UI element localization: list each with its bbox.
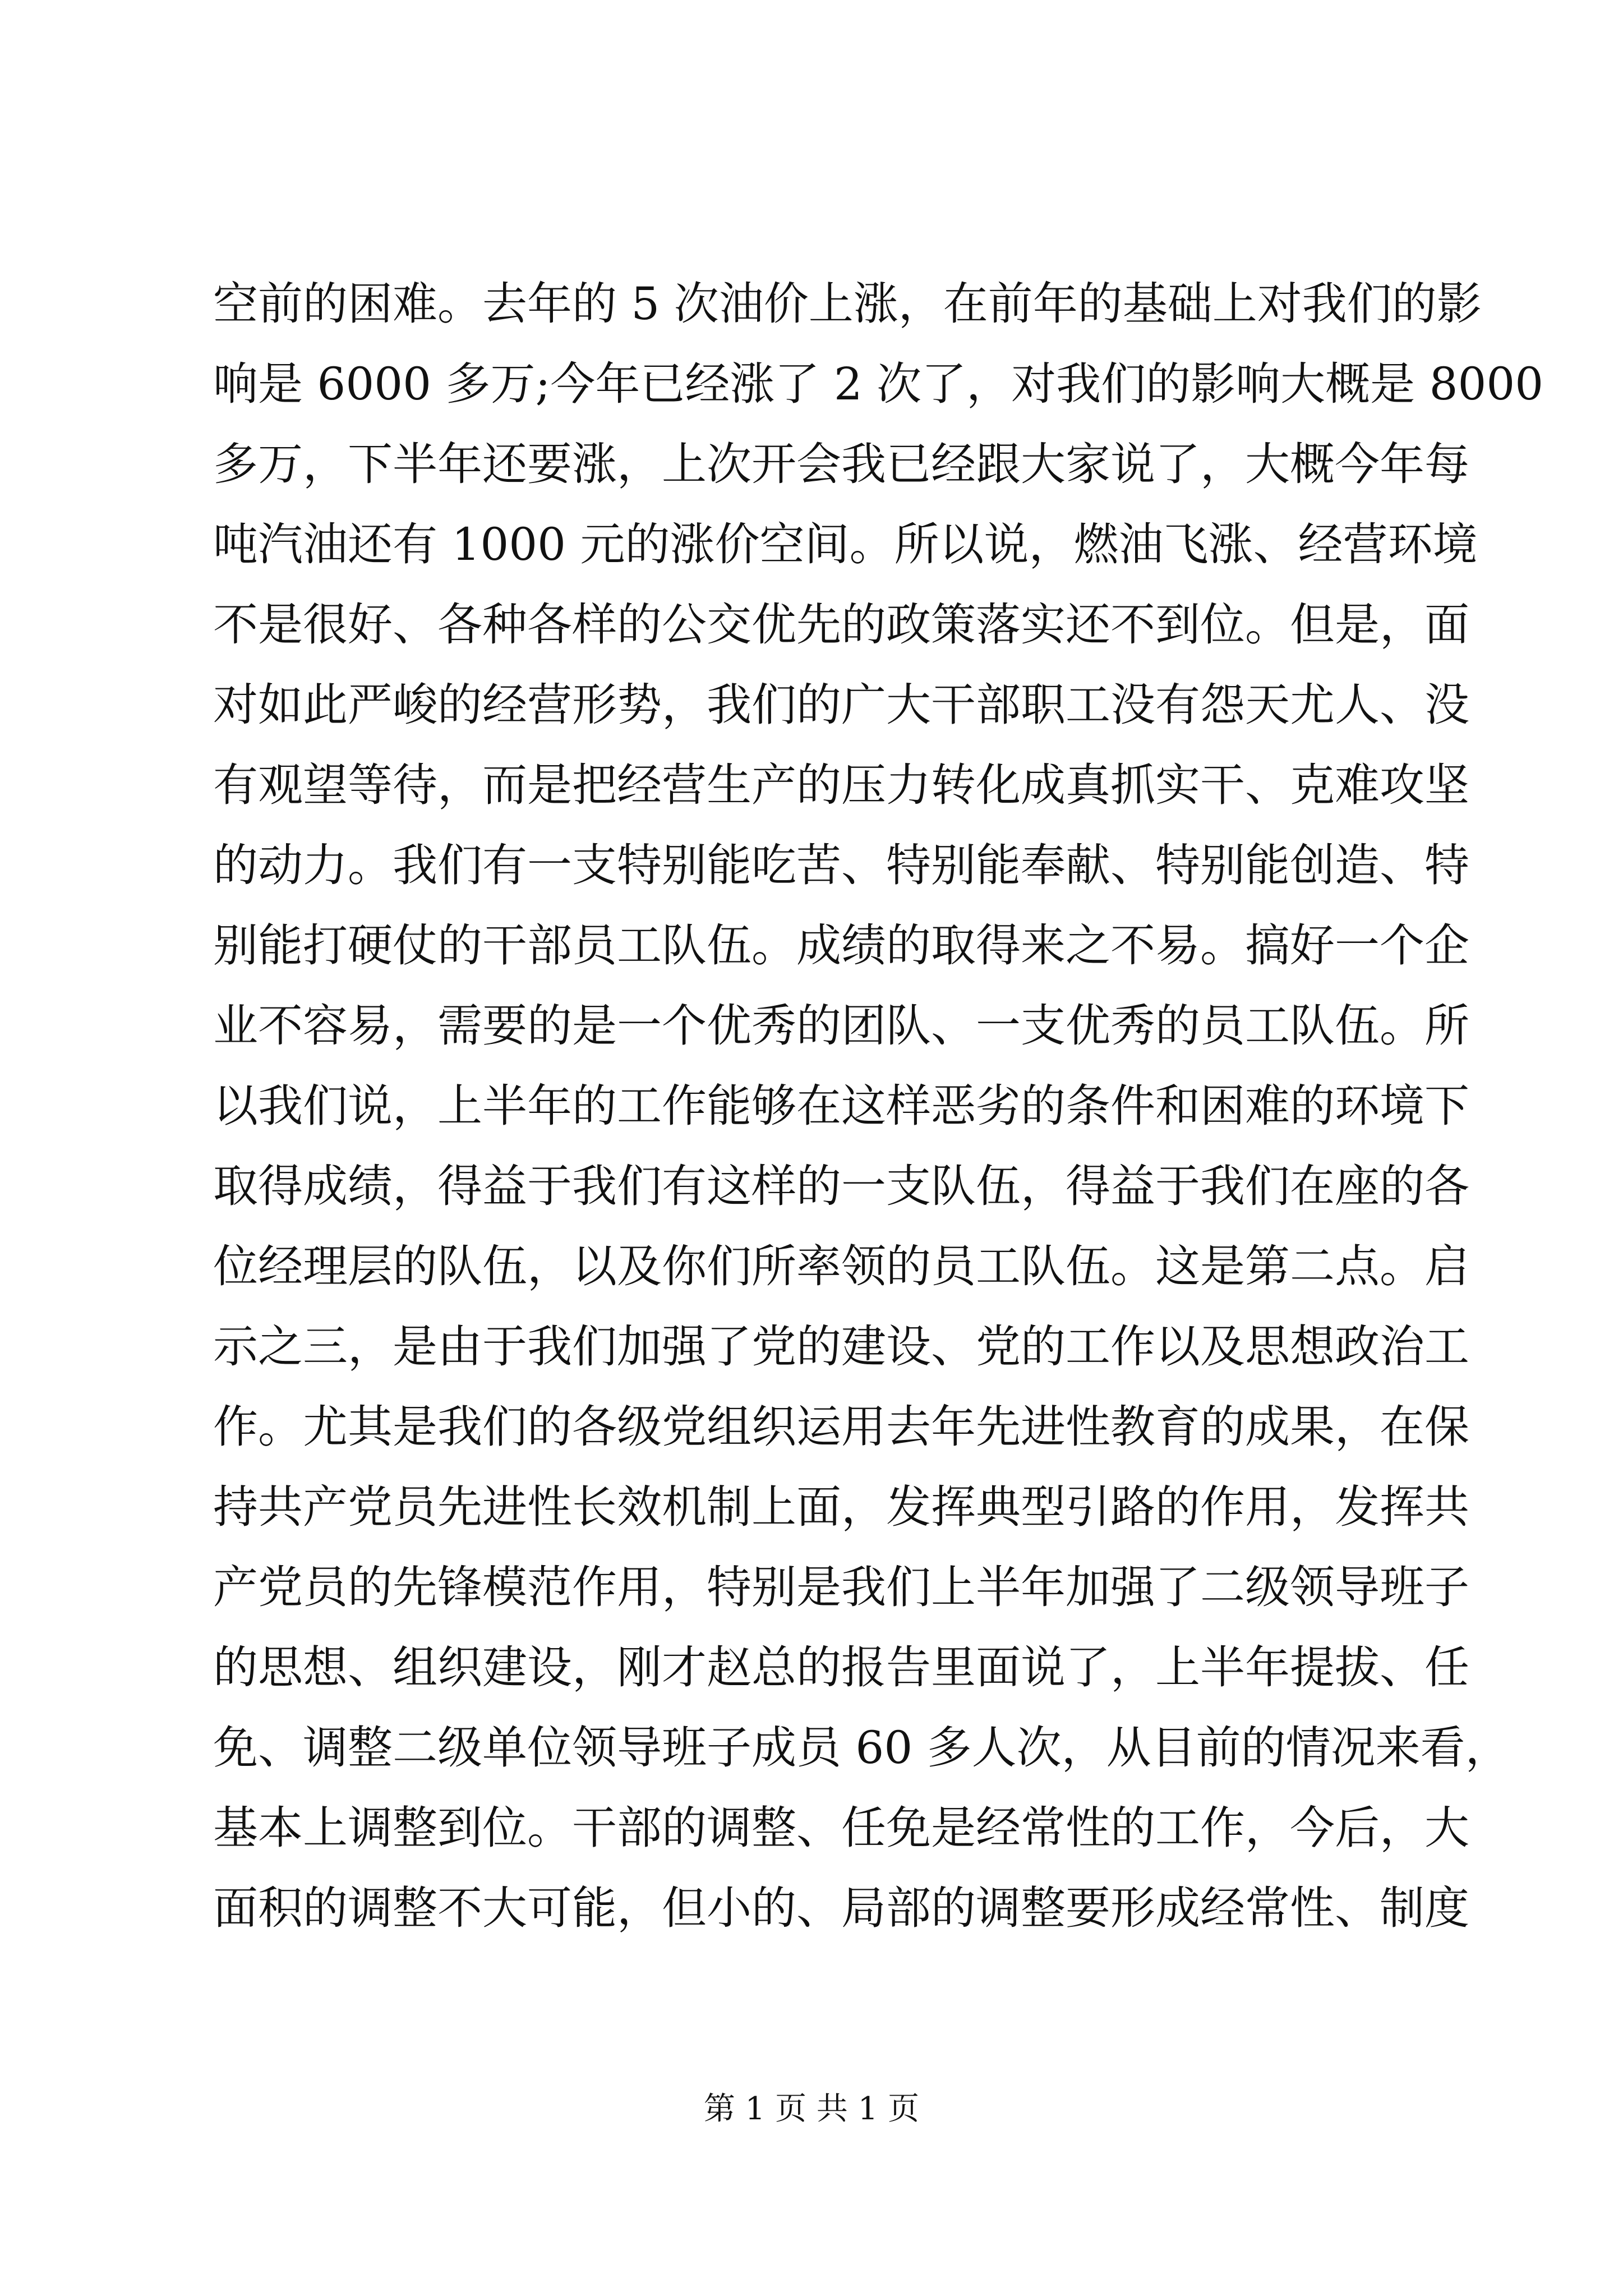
text-line: 的动力。我们有一支特别能吃苦、特别能奉献、特别能创造、特 [213,839,1469,891]
text-line: 示之三，是由于我们加强了党的建设、党的工作以及思想政治工 [213,1320,1469,1373]
text-line: 别能打硬仗的干部员工队伍。成绩的取得来之不易。搞好一个企 [213,919,1469,972]
page-footer: 第 1 页 共 1 页 [703,2091,920,2127]
text-line: 吨汽油还有 1000 元的涨价空间。所以说，燃油飞涨、经营环境 [213,518,1478,570]
text-line: 持共产党员先进性长效机制上面，发挥典型引路的作用，发挥共 [213,1481,1469,1533]
text-line: 位经理层的队伍，以及你们所率领的员工队伍。这是第二点。启 [213,1240,1469,1292]
text-line: 产党员的先锋模范作用，特别是我们上半年加强了二级领导班子 [213,1561,1469,1613]
text-line: 业不容易，需要的是一个优秀的团队、一支优秀的员工队伍。所 [213,1000,1469,1052]
text-line: 不是很好、各种各样的公交优先的政策落实还不到位。但是，面 [213,599,1469,651]
text-line: 作。尤其是我们的各级党组织运用去年先进性教育的成果，在保 [213,1401,1469,1453]
text-line: 面积的调整不大可能，但小的、局部的调整要形成经常性、制度 [213,1882,1469,1934]
text-line: 多万，下半年还要涨，上次开会我已经跟大家说了，大概今年每 [213,438,1469,490]
text-line: 取得成绩，得益于我们有这样的一支队伍，得益于我们在座的各 [213,1160,1469,1212]
text-line: 空前的困难。去年的 5 次油价上涨，在前年的基础上对我们的影 [213,278,1482,330]
text-line: 有观望等待，而是把经营生产的压力转化成真抓实干、克难攻坚 [213,759,1469,811]
body-text [213,264,1544,1948]
text-line: 响是 6000 多万;今年已经涨了 2 次了，对我们的影响大概是 8000 [213,358,1544,410]
text-line: 以我们说，上半年的工作能够在这样恶劣的条件和困难的环境下 [213,1080,1469,1132]
text-line: 免、调整二级单位领导班子成员 60 多人次，从目前的情况来看， [213,1722,1510,1774]
text-line: 对如此严峻的经营形势，我们的广大干部职工没有怨天尤人、没 [213,679,1469,731]
text-line: 基本上调整到位。干部的调整、任免是经常性的工作，今后，大 [213,1802,1469,1854]
text-line: 的思想、组织建设，刚才赵总的报告里面说了，上半年提拔、任 [213,1641,1469,1694]
